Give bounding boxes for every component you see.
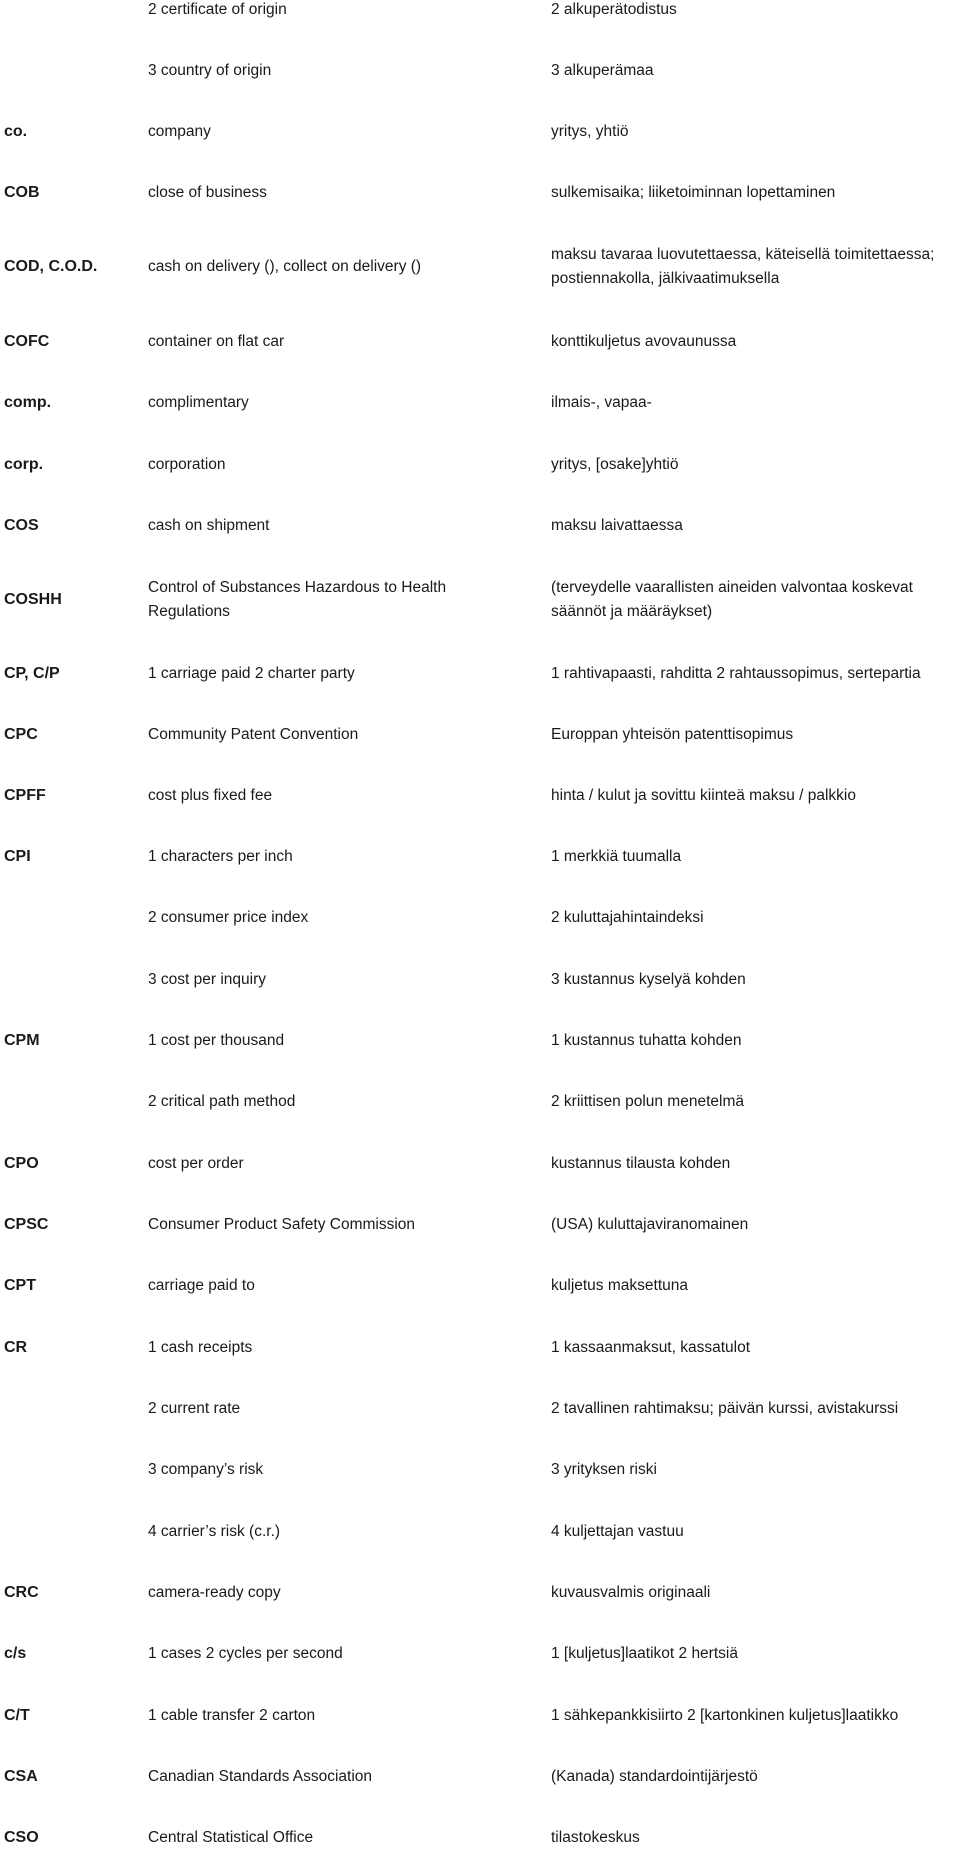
english-term-cell: 3 country of origin xyxy=(148,62,272,79)
english-term-cell: cost plus fixed fee xyxy=(148,787,273,804)
finnish-term-cell: 1 merkkiä tuumalla xyxy=(551,848,682,865)
finnish-term-cell: konttikuljetus avovaunussa xyxy=(551,333,737,350)
english-term-cell: corporation xyxy=(148,456,226,473)
finnish-term-cell: sulkemisaika; liiketoiminnan lopettaminen xyxy=(551,184,836,201)
abbreviation-cell: comp. xyxy=(4,394,52,411)
english-term-cell: cash on shipment xyxy=(148,517,270,534)
finnish-term-cell: 3 alkuperämaa xyxy=(551,62,654,79)
finnish-term-cell: 1 [kuljetus]laatikot 2 hertsiä xyxy=(551,1645,738,1662)
english-term-cell: 2 consumer price index xyxy=(148,909,309,926)
finnish-term-cell: 1 kassaanmaksut, kassatulot xyxy=(551,1339,751,1356)
english-term-cell: 1 carriage paid 2 charter party xyxy=(148,665,355,682)
finnish-term-cell: ilmais-, vapaa- xyxy=(551,394,652,411)
finnish-term-cell: 2 alkuperätodistus xyxy=(551,1,677,18)
abbreviation-cell: CPC xyxy=(4,726,38,743)
english-term-cell: 1 cash receipts xyxy=(148,1339,253,1356)
abbreviation-cell: CPI xyxy=(4,848,31,865)
finnish-term-cell: (USA) kuluttajaviranomainen xyxy=(551,1216,749,1233)
finnish-term-cell: yritys, [osake]yhtiö xyxy=(551,456,679,473)
english-term-cell: Consumer Product Safety Commission xyxy=(148,1216,416,1233)
abbreviation-cell: C/T xyxy=(4,1707,30,1724)
finnish-term-cell: yritys, yhtiö xyxy=(551,123,629,140)
abbreviation-cell: COS xyxy=(4,517,39,534)
finnish-term-cell: kuvausvalmis originaali xyxy=(551,1584,711,1601)
finnish-term-cell: Europpan yhteisön patenttisopimus xyxy=(551,726,794,743)
abbreviation-cell: c/s xyxy=(4,1645,27,1662)
english-term-cell: 1 cable transfer 2 carton xyxy=(148,1707,316,1724)
abbreviation-cell: CP, C/P xyxy=(4,665,60,682)
abbreviation-cell: COFC xyxy=(4,333,50,350)
english-term-cell: 3 company’s risk xyxy=(148,1461,264,1478)
abbreviation-cell: CPT xyxy=(4,1277,36,1294)
english-term-cell: 2 critical path method xyxy=(148,1093,296,1110)
english-term-cell: complimentary xyxy=(148,394,249,411)
english-term-cell: 2 current rate xyxy=(148,1400,241,1417)
finnish-term-cell: tilastokeskus xyxy=(551,1829,640,1846)
english-term-cell: Central Statistical Office xyxy=(148,1829,314,1846)
english-term-cell: company xyxy=(148,123,211,140)
english-term-cell: 1 characters per inch xyxy=(148,848,293,865)
english-term-cell: Community Patent Convention xyxy=(148,726,359,743)
english-term-cell: close of business xyxy=(148,184,267,201)
abbreviation-cell: CPFF xyxy=(4,787,46,804)
finnish-term-cell: 1 kustannus tuhatta kohden xyxy=(551,1032,742,1049)
finnish-term-cell: 2 kuluttajahintaindeksi xyxy=(551,909,704,926)
abbreviation-cell: CR xyxy=(4,1339,28,1356)
finnish-term-cell: kustannus tilausta kohden xyxy=(551,1155,731,1172)
abbreviation-cell: COB xyxy=(4,184,40,201)
finnish-term-cell: hinta / kulut ja sovittu kiinteä maksu / palkkio xyxy=(551,787,856,804)
abbreviation-cell: COD, C.O.D. xyxy=(4,258,98,275)
finnish-term-cell: 3 yrityksen riski xyxy=(551,1461,657,1478)
finnish-term-cell: (terveydelle vaarallisten aineiden valvontaa koskevat säännöt ja määräykset) xyxy=(551,579,913,620)
abbreviation-cell: CSO xyxy=(4,1829,39,1846)
english-term-cell: 1 cost per thousand xyxy=(148,1032,285,1049)
finnish-term-cell: 4 kuljettajan vastuu xyxy=(551,1523,684,1540)
abbreviation-cell: CPO xyxy=(4,1155,39,1172)
abbreviation-cell: CPSC xyxy=(4,1216,49,1233)
abbreviation-cell: CRC xyxy=(4,1584,39,1601)
english-term-cell: container on flat car xyxy=(148,333,285,350)
english-term-cell: camera-ready copy xyxy=(148,1584,281,1601)
abbreviation-cell: CPM xyxy=(4,1032,40,1049)
abbreviation-cell: CSA xyxy=(4,1768,38,1785)
finnish-term-cell: 3 kustannus kyselyä kohden xyxy=(551,971,746,988)
abbreviation-cell: COSHH xyxy=(4,591,62,608)
finnish-term-cell: 1 sähkepankkisiirto 2 [kartonkinen kuljetus]laatikko xyxy=(551,1707,899,1724)
finnish-term-cell: kuljetus maksettuna xyxy=(551,1277,688,1294)
english-term-cell: cost per order xyxy=(148,1155,244,1172)
english-term-cell: 3 cost per inquiry xyxy=(148,971,267,988)
english-term-cell: 4 carrier’s risk (c.r.) xyxy=(148,1523,281,1540)
english-term-cell: carriage paid to xyxy=(148,1277,255,1294)
finnish-term-cell: maksu tavaraa luovutettaessa, käteisellä toimitettaessa; postiennakolla, jälkivaatimuksella xyxy=(551,246,935,287)
finnish-term-cell: 1 rahtivapaasti, rahditta 2 rahtaussopimus, sertepartia xyxy=(551,665,921,682)
abbreviation-cell: co. xyxy=(4,123,28,140)
english-term-cell: 2 certificate of origin xyxy=(148,1,287,18)
finnish-term-cell: (Kanada) standardointijärjestö xyxy=(551,1768,758,1785)
english-term-cell: 1 cases 2 cycles per second xyxy=(148,1645,343,1662)
finnish-term-cell: maksu laivattaessa xyxy=(551,517,683,534)
finnish-term-cell: 2 kriittisen polun menetelmä xyxy=(551,1093,744,1110)
abbreviation-cell: corp. xyxy=(4,456,44,473)
english-term-cell: Canadian Standards Association xyxy=(148,1768,373,1785)
english-term-cell: Control of Substances Hazardous to Health Regulations xyxy=(148,579,447,620)
english-term-cell: cash on delivery (), collect on delivery () xyxy=(148,258,422,275)
finnish-term-cell: 2 tavallinen rahtimaksu; päivän kurssi, avistakurssi xyxy=(551,1400,899,1417)
